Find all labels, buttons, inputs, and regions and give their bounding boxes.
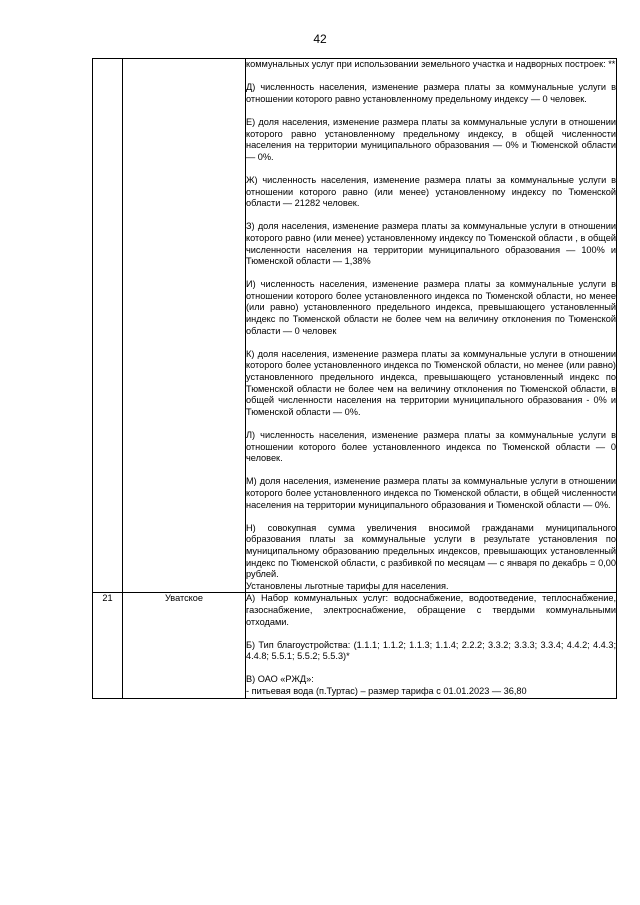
paragraph-text: В) ОАО «РЖД»:	[246, 674, 314, 685]
paragraph: З) доля населения, изменение размера платы за коммунальные услуги в отношении которого равно (или менее) установленному индексу по Тюменской области , в общей численности населения на территории муниципального образования — 100% и Тюменской области — 1,38%	[246, 221, 616, 267]
paragraph: Ж) численность населения, изменение размера платы за коммунальные услуги в отношении которого равно (или менее) установленному индексу по Тюменской области — 21282 человек.	[246, 174, 616, 209]
municipality-name	[123, 59, 246, 593]
paragraph: Е) доля населения, изменение размера платы за коммунальные услуги в отношении которого равно установленному предельному индексу, в общей численности населения на территории муниципального образования — 0% и Тюменской области — 0%.	[246, 116, 616, 162]
table-row	[93, 593, 617, 698]
indicators-cell	[246, 59, 617, 593]
paragraph: И) численность населения, изменение размера платы за коммунальные услуги в отношении которого более установленного индекса по Тюменской области, но менее (или равно) установленного предельного индекса, превышающего установленный индекс по Тюменской области не более чем на величину отклонения по Тюменской области — 0 человек	[246, 279, 616, 336]
paragraph-text: Н) совокупная сумма увеличения вносимой гражданами муниципального образования платы за коммунальные услуги в результате установления по муниципальному образованию предельных индексов, превышающих установленный индекс по Тюменской области, с разбивкой по месяцам — с января по декабрь = 0,00 рублей.	[246, 522, 616, 580]
indicators-cell	[246, 593, 617, 698]
page-number: 42	[313, 32, 327, 46]
municipality-name: Уватское	[123, 593, 246, 698]
paragraph: А) Набор коммунальных услуг: водоснабжение, водоотведение, теплоснабжение, газоснабжение, электроснабжение, обращение с твердыми коммунальными отходами.	[246, 593, 616, 627]
paragraph: коммунальных услуг при использовании земельного участка и надворных построек: **	[246, 59, 616, 69]
table-row	[93, 59, 617, 593]
paragraph	[246, 523, 616, 593]
tariff-line: - питьевая вода (п.Туртас) – размер тарифа с 01.01.2023 — 36,80	[246, 686, 527, 697]
paragraph: К) доля населения, изменение размера платы за коммунальные услуги в отношении которого более установленного индекса по Тюменской области, но менее (или равно) установленного предельного индекса, превышающего установленный индекс по Тюменской области не более чем на величину отклонения по Тюменской области, в общей численности населения на территории муниципального образования - 0% и Тюменской области — 0%.	[246, 348, 616, 417]
paragraph	[246, 674, 616, 697]
row-number	[93, 59, 123, 593]
municipal-table	[92, 58, 617, 699]
paragraph: Б) Тип благоустройства: (1.1.1; 1.1.2; 1.1.3; 1.1.4; 2.2.2; 3.3.2; 3.3.3; 3.3.4; 4.4.2; 4.4.3; 4.4.8; 5.5.1; 5.5.2; 5.5.3)*	[246, 639, 616, 662]
paragraph: Д) численность населения, изменение размера платы за коммунальные услуги в отношении которого равно установленному предельному индексу — 0 человек.	[246, 82, 616, 104]
paragraph: М) доля населения, изменение размера платы за коммунальные услуги в отношении которого более установленного индекса по Тюменской области, в общей численности населения на территории муниципального образования и Тюменской области — 0%.	[246, 476, 616, 510]
paragraph: Л) численность населения, изменение размера платы за коммунальные услуги в отношении которого более установленного индекса по Тюменской области — 0 человек.	[246, 430, 616, 464]
tariff-note: Установлены льготные тарифы для населения.	[246, 580, 449, 591]
row-number: 21	[93, 593, 123, 698]
